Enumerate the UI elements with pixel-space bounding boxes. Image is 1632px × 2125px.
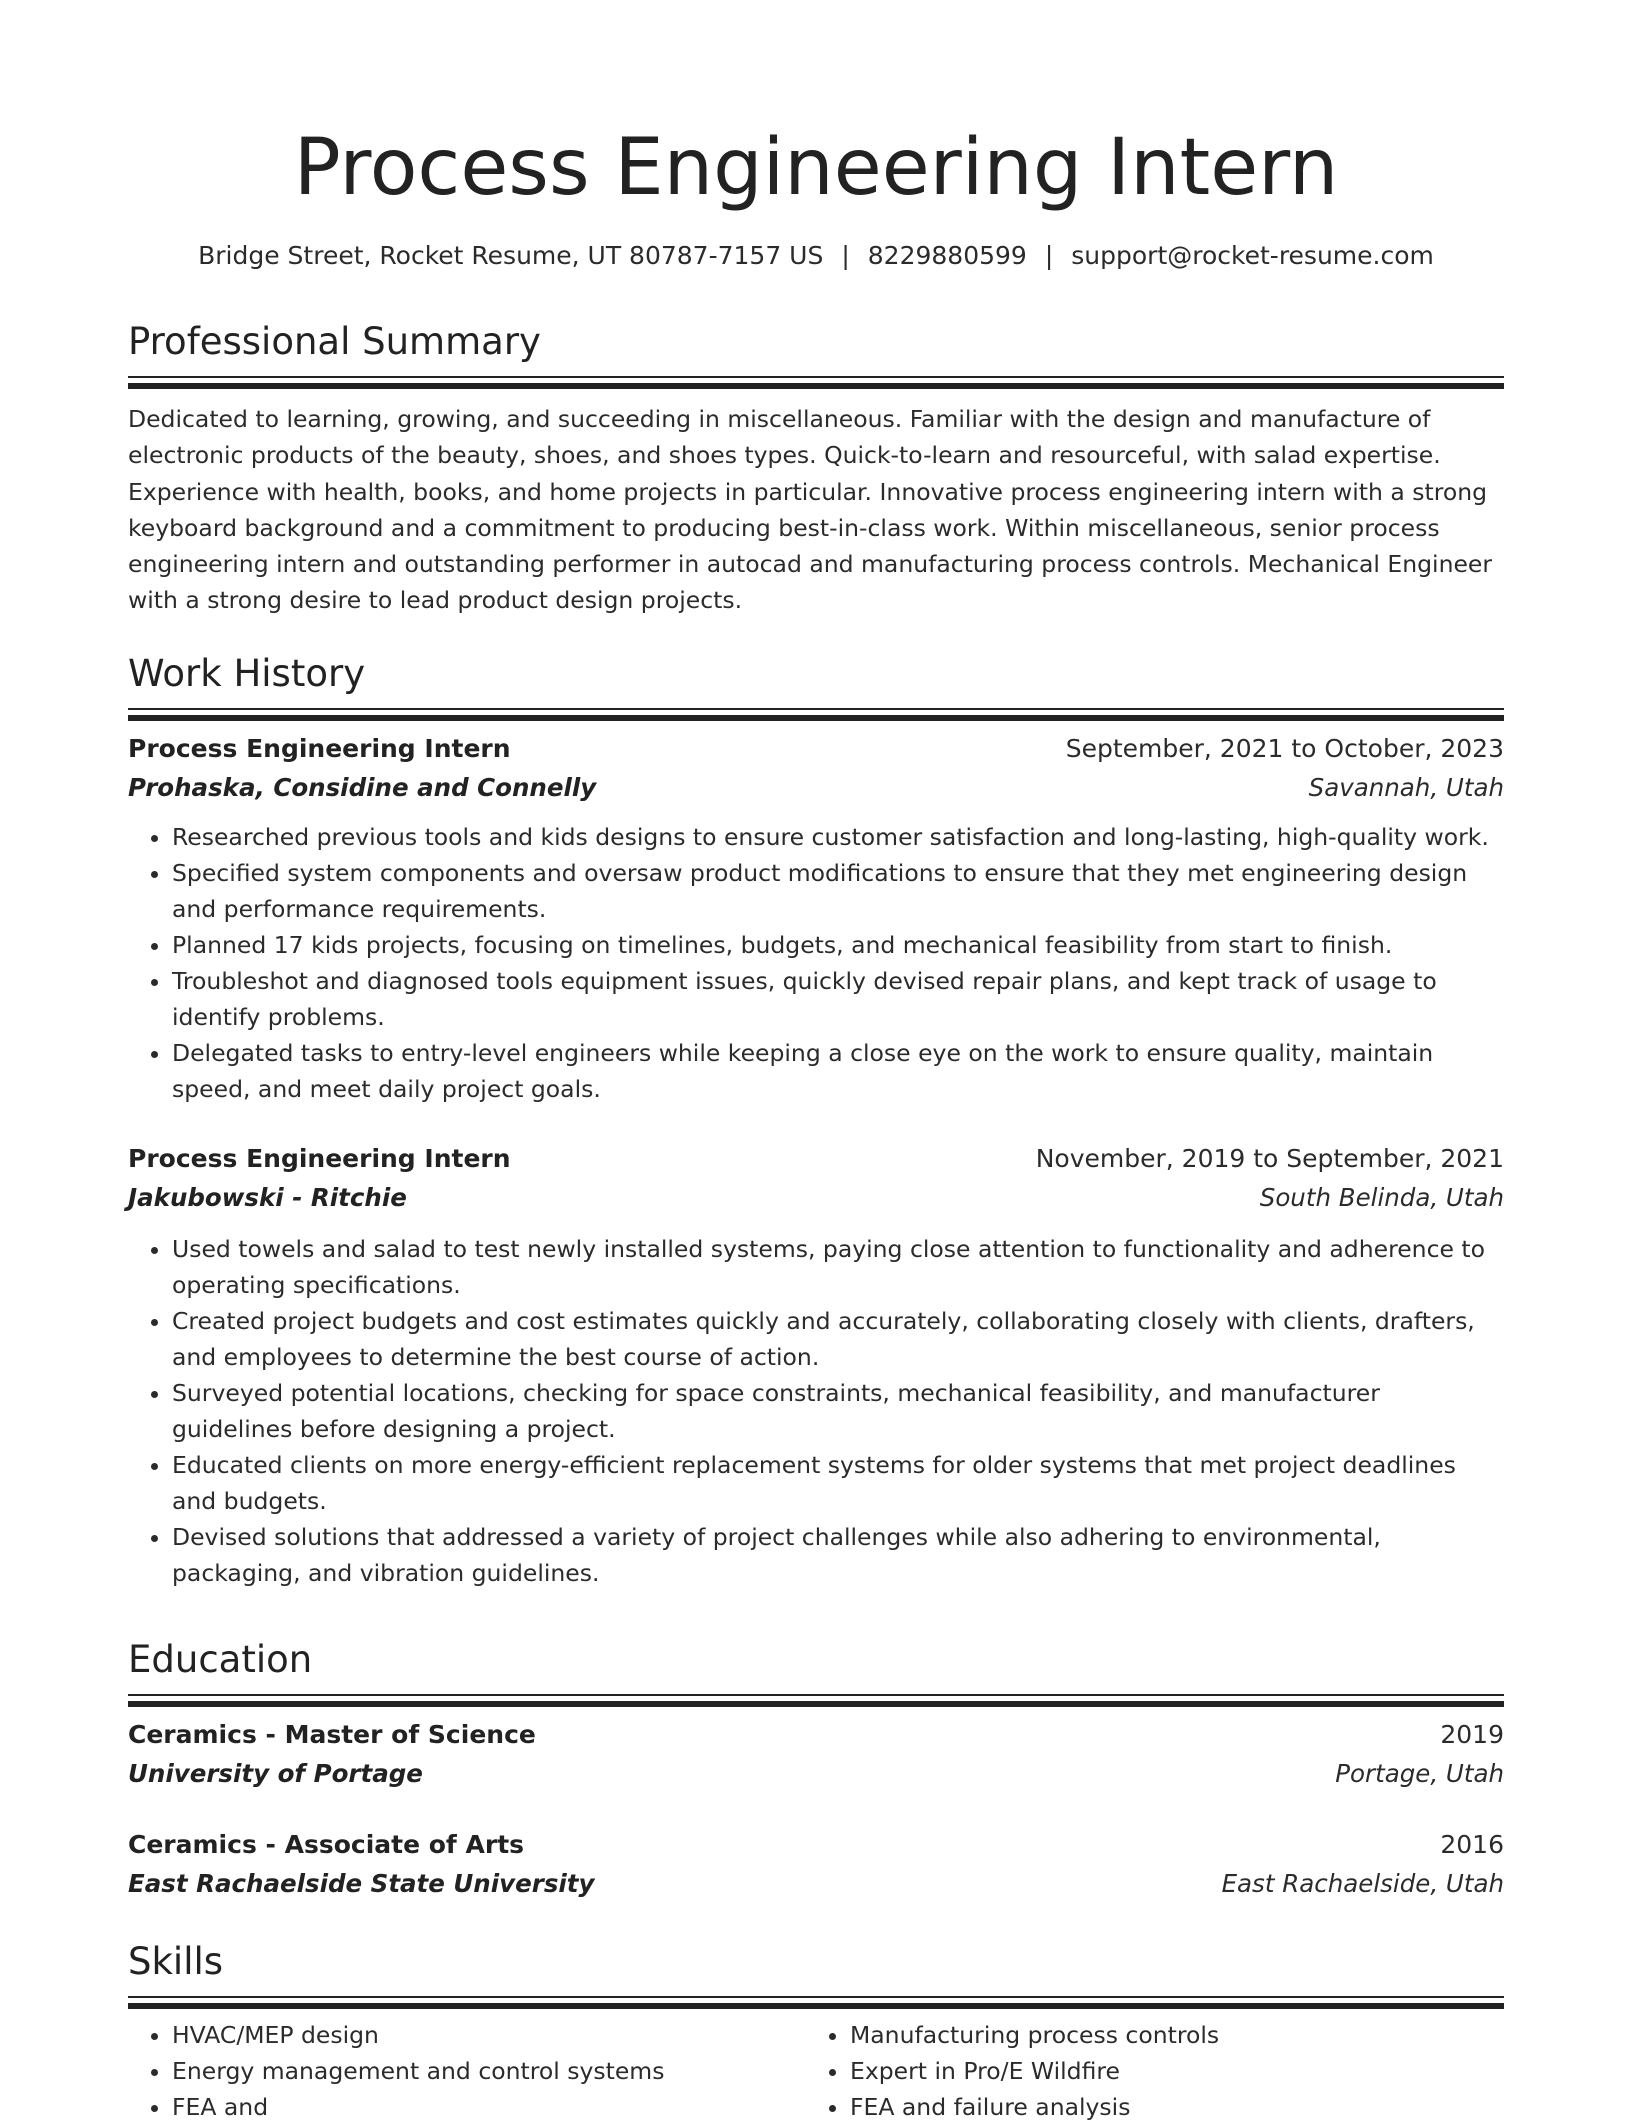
skills-columns: [128, 2017, 1504, 2125]
job-bullet: • Troubleshot and diagnosed tools equipment issues, quickly devised repair plans, and kept track of usage to identify problems.: [172, 963, 1504, 1035]
contact-phone: 8229880599: [867, 241, 1027, 270]
job-company: Jakubowski - Ritchie: [128, 1183, 407, 1212]
skill-item: • FEA and: [172, 2089, 806, 2125]
education-school-row: [128, 1755, 1504, 1793]
section-divider: [128, 376, 1504, 385]
job-location: Savannah, Utah: [1308, 773, 1504, 802]
section-title-work-history: Work History: [128, 652, 366, 695]
job-title: Process Engineering Intern: [128, 734, 511, 763]
contact-separator: |: [841, 241, 850, 270]
contact-separator: |: [1044, 241, 1054, 270]
education-degree: Ceramics - Master of Science: [128, 1720, 536, 1749]
job-header-row: [128, 1139, 1504, 1179]
job-company: Prohaska, Considine and Connelly: [128, 773, 597, 802]
education-year: 2016: [1440, 1830, 1504, 1859]
education-location: Portage, Utah: [1335, 1759, 1504, 1788]
education-school-row: [128, 1865, 1504, 1903]
skill-item: • FEA and failure analysis: [850, 2089, 1484, 2125]
job-bullet: • Devised solutions that addressed a variety of project challenges while also adhering to environmental, packaging, and vibration guidelines.: [172, 1519, 1504, 1591]
job-bullet: • Planned 17 kids projects, focusing on timelines, budgets, and mechanical feasibility from start to finish.: [172, 927, 1504, 963]
education-header-row: [128, 1715, 1504, 1755]
job-location: South Belinda, Utah: [1259, 1183, 1504, 1212]
education-header-row: [128, 1825, 1504, 1865]
section-divider: [128, 1996, 1504, 2005]
job-entry: [128, 729, 1504, 1107]
section-divider: [128, 708, 1504, 717]
education-degree: Ceramics - Associate of Arts: [128, 1830, 525, 1859]
skills-list-left: [128, 2017, 806, 2125]
job-bullets: [128, 1231, 1504, 1591]
job-title: Process Engineering Intern: [128, 1144, 511, 1173]
education-location: East Rachaelside, Utah: [1221, 1869, 1504, 1898]
skills-list-right: [806, 2017, 1484, 2125]
skills-section: [128, 1938, 1504, 2125]
section-divider: [128, 1694, 1504, 1703]
summary-section: [128, 318, 1504, 619]
contact-email: support@rocket-resume.com: [1071, 241, 1434, 270]
education-school: University of Portage: [128, 1759, 423, 1788]
skill-item: • Expert in Pro/E Wildfire: [850, 2053, 1484, 2089]
skill-item: • Manufacturing process controls: [850, 2017, 1484, 2053]
job-bullet: • Created project budgets and cost estimates quickly and accurately, collaborating closely with clients, drafters, and employees to determine the best course of action.: [172, 1303, 1504, 1375]
job-company-row: [128, 769, 1504, 807]
job-bullet: • Specified system components and oversaw product modifications to ensure that they met engineering design and performance requirements.: [172, 855, 1504, 927]
job-dates: September, 2021 to October, 2023: [1065, 734, 1504, 763]
job-dates: November, 2019 to September, 2021: [1035, 1144, 1504, 1173]
job-bullet: • Educated clients on more energy-efficient replacement systems for older systems that met project deadlines and budgets.: [172, 1447, 1504, 1519]
education-year: 2019: [1440, 1720, 1504, 1749]
contact-address: Bridge Street, Rocket Resume, UT 80787-7157 US: [198, 241, 824, 270]
job-header-row: [128, 729, 1504, 769]
section-title-summary: Professional Summary: [128, 320, 541, 363]
education-entry: [128, 1715, 1504, 1793]
job-bullet: • Delegated tasks to entry-level engineers while keeping a close eye on the work to ensure quality, maintain speed, and meet daily project goals.: [172, 1035, 1504, 1107]
skill-item: • HVAC/MEP design: [172, 2017, 806, 2053]
education-school: East Rachaelside State University: [128, 1869, 595, 1898]
contact-line: [128, 238, 1504, 274]
job-bullet: • Surveyed potential locations, checking for space constraints, mechanical feasibility, and manufacturer guidelines before designing a project.: [172, 1375, 1504, 1447]
section-title-education: Education: [128, 1638, 313, 1681]
education-section: [128, 1636, 1504, 1903]
summary-text: Dedicated to learning, growing, and succeeding in miscellaneous. Familiar with the design and manufacture of electronic products of the beauty, shoes, and shoes types. Quick-to-learn and resourceful, with salad expertise. Experience with health, books, and home projects in particular. Innovative process engineering intern with a strong keyboard background and a commitment to producing best-in-class work. Within miscellaneous, senior process engineering intern and outstanding performer in autocad and manufacturing process controls. Mechanical Engineer with a strong desire to lead product design projects.: [128, 405, 1493, 615]
job-bullet: • Used towels and salad to test newly installed systems, paying close attention to functionality and adherence to operating specifications.: [172, 1231, 1504, 1303]
education-entry: [128, 1825, 1504, 1903]
job-company-row: [128, 1179, 1504, 1217]
job-bullets: [128, 819, 1504, 1107]
skill-item: • Energy management and control systems: [172, 2053, 806, 2089]
candidate-name: Process Engineering Intern: [293, 123, 1339, 213]
job-entry: [128, 1139, 1504, 1591]
work-history-section: [128, 650, 1504, 1591]
job-bullet: • Researched previous tools and kids designs to ensure customer satisfaction and long-lasting, high-quality work.: [172, 819, 1504, 855]
section-title-skills: Skills: [128, 1940, 224, 1983]
